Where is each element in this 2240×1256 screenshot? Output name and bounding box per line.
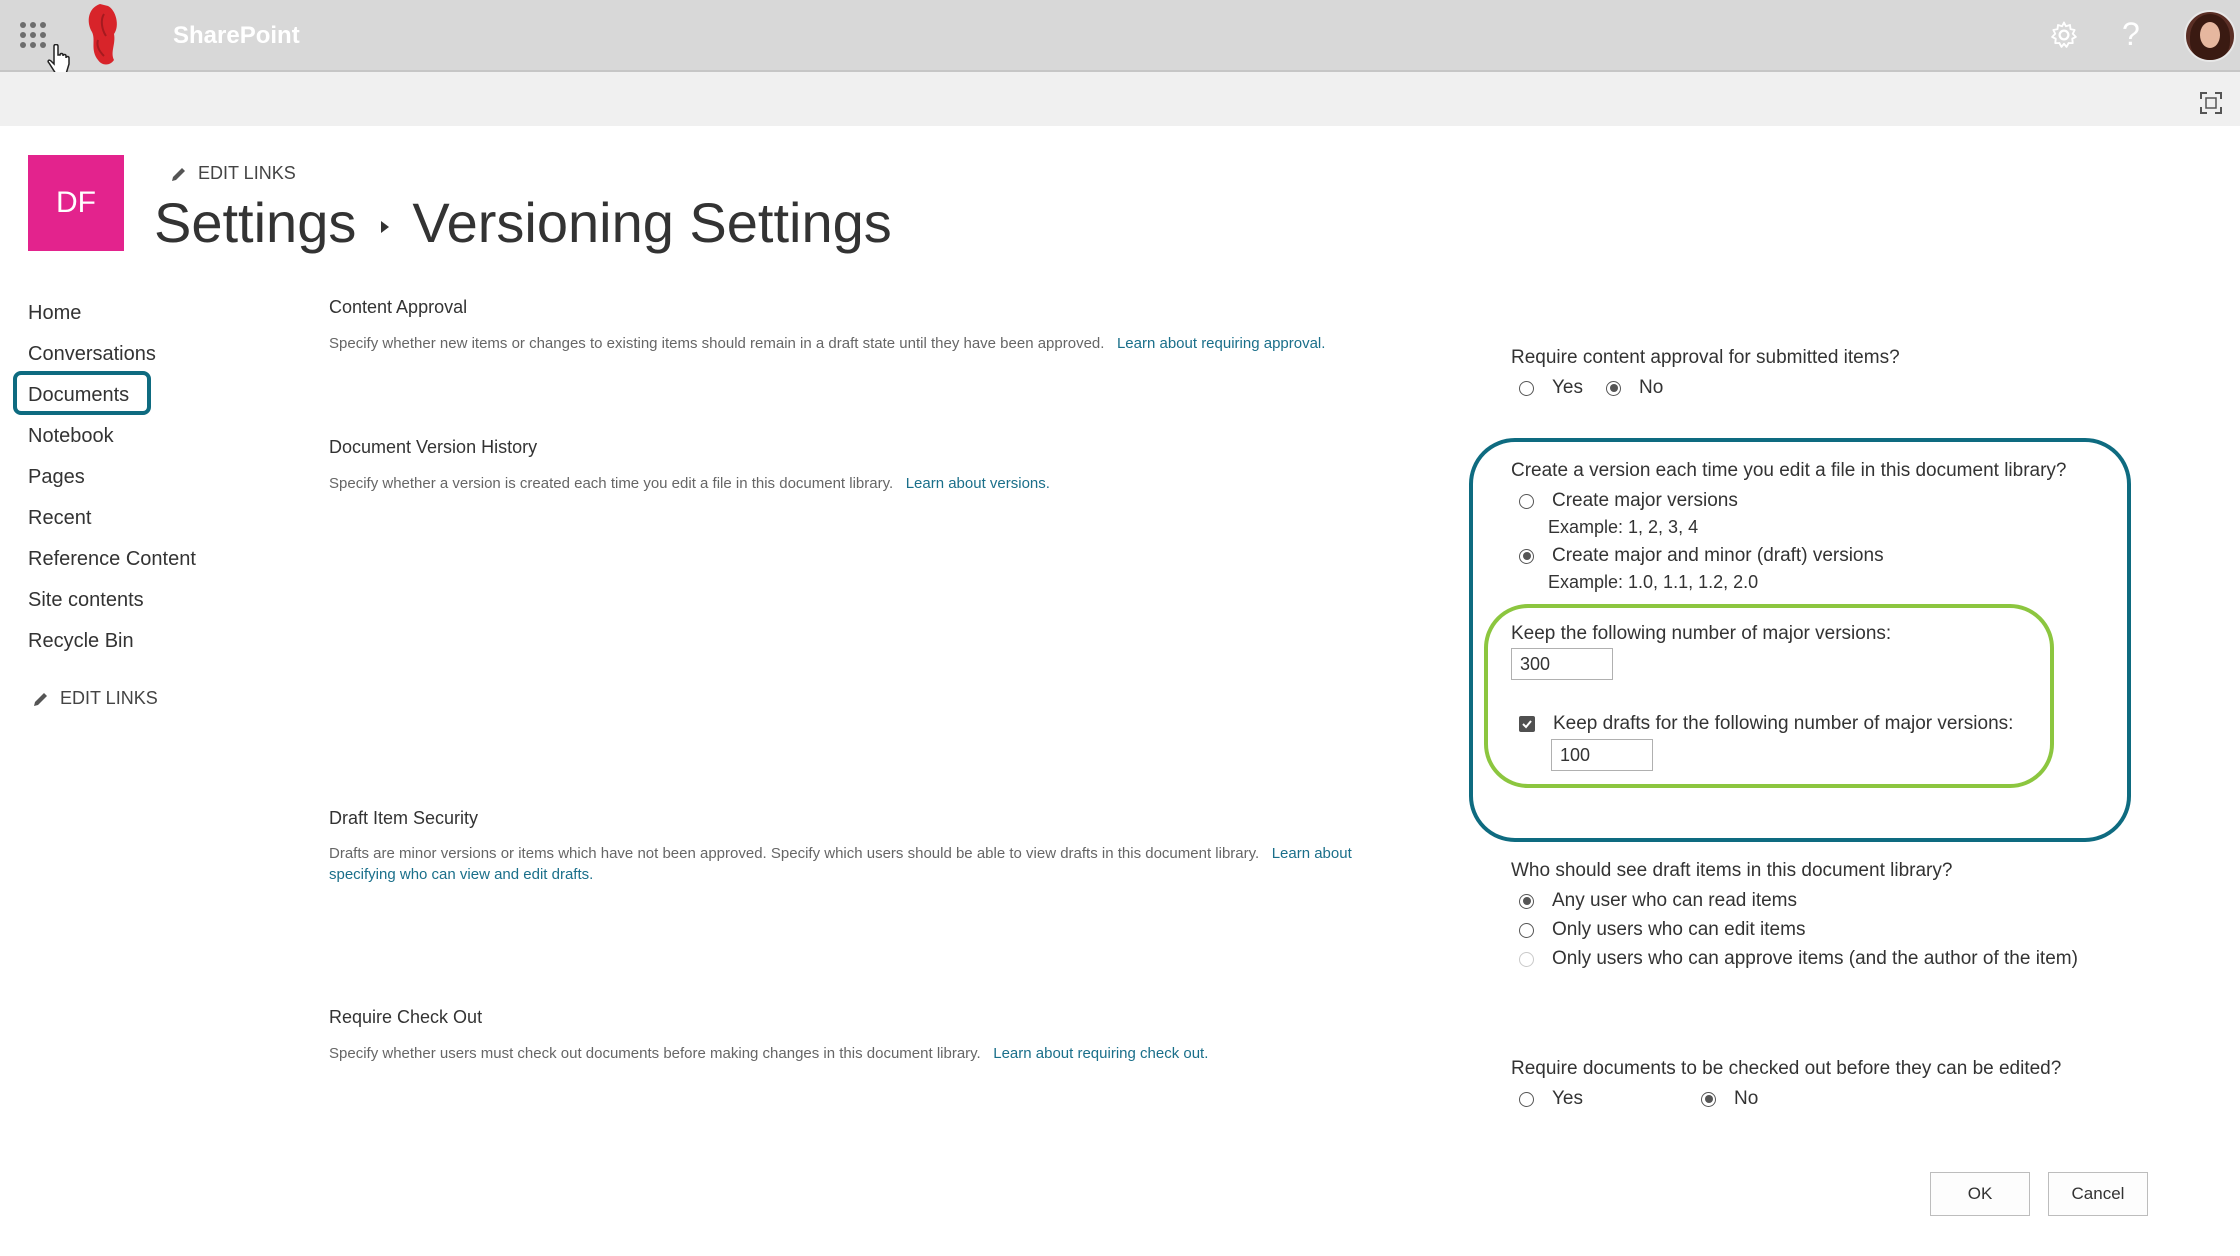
pencil-icon <box>32 690 50 708</box>
option-label: Only users who can approve items (and the author of the item) <box>1552 948 2078 969</box>
edit-links-top[interactable] <box>170 163 296 184</box>
major-versions-limit-input[interactable] <box>1511 648 1613 680</box>
radio-button[interactable] <box>1519 923 1534 938</box>
cancel-button[interactable]: Cancel <box>2048 1172 2148 1216</box>
nav-item-reference-content[interactable]: Reference Content <box>28 548 196 570</box>
check-out-question: Require documents to be checked out before they can be edited? <box>1511 1058 2062 1079</box>
draft-approvers-radio <box>1519 948 2078 970</box>
check-out-yes-radio[interactable] <box>1519 1088 1583 1110</box>
brand-logo-icon[interactable] <box>80 0 130 70</box>
radio-button[interactable] <box>1519 381 1534 396</box>
keep-major-label: Keep the following number of major versions: <box>1511 623 1892 644</box>
section-title-draft-security: Draft Item Security <box>329 808 479 828</box>
section-title-version-history: Document Version History <box>329 437 538 457</box>
learn-about-drafts-link[interactable]: Learn about <box>1271 845 1352 862</box>
quick-launch <box>28 296 196 665</box>
section-title-content-approval: Content Approval <box>329 297 468 317</box>
content-approval-question: Require content approval for submitted items? <box>1511 347 1900 368</box>
learn-about-approval-link[interactable]: Learn about requiring approval. <box>1116 335 1326 352</box>
user-avatar[interactable] <box>2184 10 2236 62</box>
edit-links-side[interactable] <box>32 688 158 709</box>
section-desc-draft-security <box>329 843 1419 885</box>
option-label: Only users who can edit items <box>1552 919 1806 940</box>
draft-security-question: Who should see draft items in this document library? <box>1511 860 1953 881</box>
draft-versions-limit-input[interactable] <box>1551 739 1653 771</box>
edit-links-label: EDIT LINKS <box>60 688 158 708</box>
option-label: Any user who can read items <box>1552 890 1798 911</box>
breadcrumb-current: Versioning Settings <box>412 191 892 254</box>
breadcrumb-separator-icon <box>380 220 390 234</box>
nav-item-home[interactable]: Home <box>28 302 82 324</box>
radio-button[interactable] <box>1606 381 1621 396</box>
site-logo[interactable]: DF <box>28 155 124 251</box>
learn-about-versions-link[interactable]: Learn about versions. <box>905 475 1050 492</box>
ok-button[interactable]: OK <box>1930 1172 2030 1216</box>
option-label: Create major and minor (draft) versions <box>1552 545 1884 566</box>
approval-no-radio[interactable] <box>1606 377 1663 399</box>
section-desc-version-history <box>329 473 1409 494</box>
keep-drafts-checkbox[interactable] <box>1519 716 1535 732</box>
radio-button <box>1519 952 1534 967</box>
section-desc-content-approval <box>329 333 1409 354</box>
nav-item-documents[interactable]: Documents <box>28 384 130 406</box>
section-title-check-out: Require Check Out <box>329 1007 483 1027</box>
approval-yes-radio[interactable] <box>1519 377 1583 399</box>
radio-button[interactable] <box>1519 894 1534 909</box>
app-title[interactable]: SharePoint <box>173 22 300 49</box>
version-question: Create a version each time you edit a file in this document library? <box>1511 460 2067 481</box>
learn-about-check-out-link[interactable]: Learn about requiring check out. <box>993 1045 1209 1062</box>
gear-icon[interactable] <box>2049 20 2079 50</box>
option-label: No <box>1639 377 1664 398</box>
nav-item-recycle-bin[interactable]: Recycle Bin <box>28 630 134 652</box>
description-text: Specify whether a version is created each time you edit a file in this document library. <box>329 475 894 492</box>
draft-any-reader-radio[interactable] <box>1519 890 1797 912</box>
keep-drafts-checkbox-row[interactable] <box>1519 713 2013 735</box>
help-icon[interactable]: ? <box>2122 16 2140 52</box>
description-text: Specify whether users must check out documents before making changes in this document library. <box>329 1045 981 1062</box>
nav-item-site-contents[interactable]: Site contents <box>28 589 144 611</box>
nav-item-pages[interactable]: Pages <box>28 466 85 488</box>
minor-example: Example: 1.0, 1.1, 1.2, 2.0 <box>1548 572 1759 592</box>
create-major-minor-versions-radio[interactable] <box>1519 545 1884 567</box>
checkmark-icon <box>1521 718 1533 730</box>
breadcrumb-parent[interactable]: Settings <box>154 191 357 254</box>
page-title <box>154 190 892 255</box>
option-label: Create major versions <box>1552 490 1738 511</box>
check-out-no-radio[interactable] <box>1701 1088 1758 1110</box>
app-launcher-icon[interactable] <box>20 22 46 48</box>
nav-item-notebook[interactable]: Notebook <box>28 425 114 447</box>
ribbon-bar <box>0 72 2240 126</box>
description-text: Specify whether new items or changes to existing items should remain in a draft state until they have been approved. <box>329 335 1105 352</box>
focus-mode-icon[interactable] <box>2200 92 2222 114</box>
option-label: No <box>1734 1088 1759 1109</box>
nav-item-recent[interactable]: Recent <box>28 507 92 529</box>
radio-button[interactable] <box>1519 494 1534 509</box>
suite-bar <box>0 0 2240 72</box>
nav-item-conversations[interactable]: Conversations <box>28 343 156 365</box>
draft-editors-radio[interactable] <box>1519 919 1805 941</box>
radio-button[interactable] <box>1519 549 1534 564</box>
section-desc-check-out <box>329 1043 1409 1064</box>
radio-button[interactable] <box>1519 1092 1534 1107</box>
learn-about-drafts-link-continued[interactable]: specifying who can view and edit drafts. <box>329 866 594 883</box>
pencil-icon <box>170 165 188 183</box>
radio-button[interactable] <box>1701 1092 1716 1107</box>
description-text: Drafts are minor versions or items which have not been approved. Specify which users should be able to view drafts in this document library. <box>329 845 1260 862</box>
major-example: Example: 1, 2, 3, 4 <box>1548 517 1699 537</box>
option-label: Yes <box>1552 377 1583 398</box>
option-label: Keep drafts for the following number of major versions: <box>1553 713 2014 734</box>
edit-links-label: EDIT LINKS <box>198 163 296 183</box>
option-label: Yes <box>1552 1088 1583 1109</box>
create-major-versions-radio[interactable] <box>1519 490 1738 512</box>
